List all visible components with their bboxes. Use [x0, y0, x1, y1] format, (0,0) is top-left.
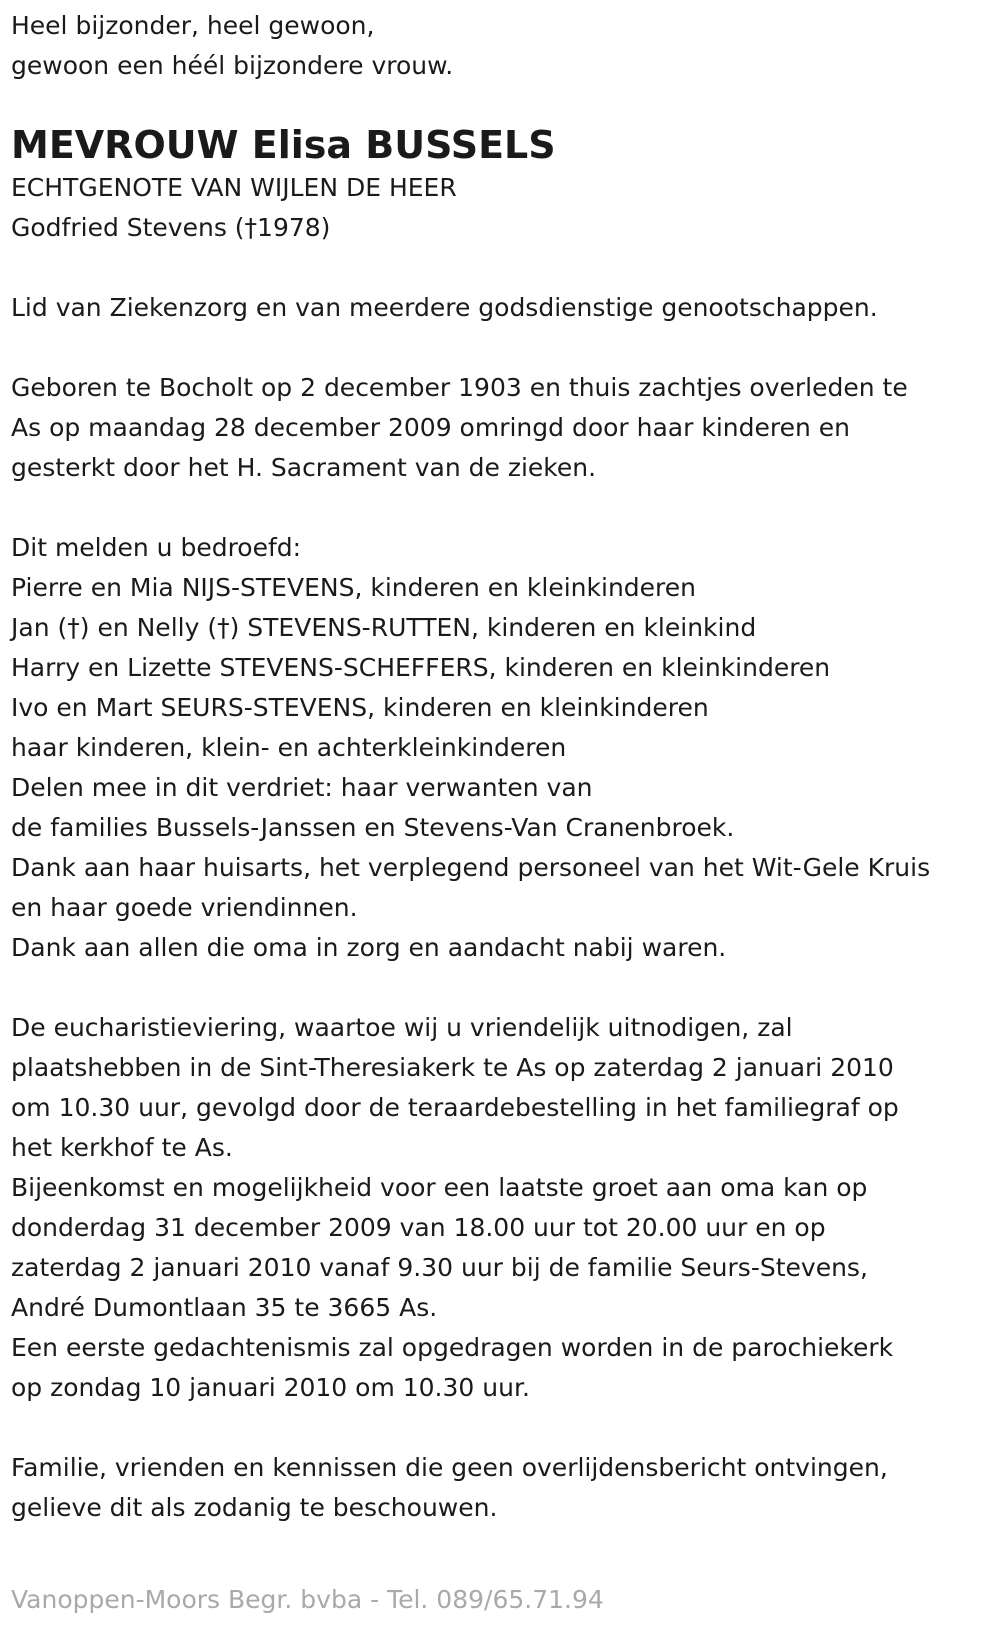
- announcement-line: Dank aan haar huisarts, het verplegend personeel van het Wit-Gele Kruis: [11, 853, 931, 882]
- announcement-line: Ivo en Mart SEURS-STEVENS, kinderen en kleinkinderen: [11, 693, 709, 722]
- announcement-line: Dank aan allen die oma in zorg en aandacht nabij waren.: [11, 933, 727, 962]
- ceremony-line: Bijeenkomst en mogelijkheid voor een laatste groet aan oma kan op: [11, 1173, 868, 1202]
- spacer: [11, 248, 991, 288]
- ceremony-line: De eucharistieviering, waartoe wij u vriendelijk uitnodigen, zal: [11, 1013, 793, 1042]
- closing-line: Familie, vrienden en kennissen die geen overlijdensbericht ontvingen,: [11, 1453, 888, 1482]
- spacer: [11, 1408, 991, 1448]
- intro-line: gewoon een héél bijzondere vrouw.: [11, 51, 454, 80]
- intro-line: Heel bijzonder, heel gewoon,: [11, 11, 375, 40]
- membership-text: Lid van Ziekenzorg en van meerdere godsdienstige genootschappen.: [11, 293, 878, 322]
- relation-label: ECHTGENOTE VAN WIJLEN DE HEER: [11, 173, 457, 202]
- obituary-notice: [11, 0, 991, 1528]
- ceremony-line: André Dumontlaan 35 te 3665 As.: [11, 1293, 438, 1322]
- spacer: [11, 488, 991, 528]
- announcement-line: Pierre en Mia NIJS-STEVENS, kinderen en kleinkinderen: [11, 573, 696, 602]
- ceremony-line: plaatshebben in de Sint-Theresiakerk te As op zaterdag 2 januari 2010: [11, 1053, 894, 1082]
- ceremony-line: op zondag 10 januari 2010 om 10.30 uur.: [11, 1373, 530, 1402]
- ceremony-line: Een eerste gedachtenismis zal opgedragen worden in de parochiekerk: [11, 1333, 894, 1362]
- ceremony-line: zaterdag 2 januari 2010 vanaf 9.30 uur bij de familie Seurs-Stevens,: [11, 1253, 868, 1282]
- closing-note: [11, 1448, 991, 1528]
- closing-line: gelieve dit als zodanig te beschouwen.: [11, 1493, 498, 1522]
- spacer: [11, 968, 991, 1008]
- ceremony-line: het kerkhof te As.: [11, 1133, 233, 1162]
- birth-death-paragraph: [11, 368, 991, 488]
- announcement-line: Harry en Lizette STEVENS-SCHEFFERS, kinderen en kleinkinderen: [11, 653, 831, 682]
- announcement-line: en haar goede vriendinnen.: [11, 893, 358, 922]
- deceased-block: [11, 122, 991, 248]
- ceremony-line: donderdag 31 december 2009 van 18.00 uur tot 20.00 uur en op: [11, 1213, 826, 1242]
- paragraph-line: Geboren te Bocholt op 2 december 1903 en thuis zachtjes overleden te: [11, 373, 908, 402]
- spacer: [11, 328, 991, 368]
- announcement-line: Jan (†) en Nelly (†) STEVENS-RUTTEN, kinderen en kleinkind: [11, 613, 757, 642]
- announcement-line: Delen mee in dit verdriet: haar verwanten van: [11, 773, 593, 802]
- paragraph-line: gesterkt door het H. Sacrament van de zieken.: [11, 453, 597, 482]
- announcement-line: de families Bussels-Janssen en Stevens-Van Cranenbroek.: [11, 813, 735, 842]
- intro-verse: [11, 6, 991, 86]
- family-announcement: [11, 528, 991, 968]
- announcement-line: haar kinderen, klein- en achterkleinkinderen: [11, 733, 567, 762]
- ceremony-details: [11, 1008, 991, 1408]
- deceased-name: MEVROUW Elisa BUSSELS: [11, 123, 556, 167]
- spouse-name: Godfried Stevens (†1978): [11, 213, 331, 242]
- funeral-home-footer: Vanoppen-Moors Begr. bvba - Tel. 089/65.71.94: [11, 1585, 604, 1614]
- paragraph-line: As op maandag 28 december 2009 omringd door haar kinderen en: [11, 413, 851, 442]
- announcement-line: Dit melden u bedroefd:: [11, 533, 302, 562]
- ceremony-line: om 10.30 uur, gevolgd door de teraardebestelling in het familiegraf op: [11, 1093, 899, 1122]
